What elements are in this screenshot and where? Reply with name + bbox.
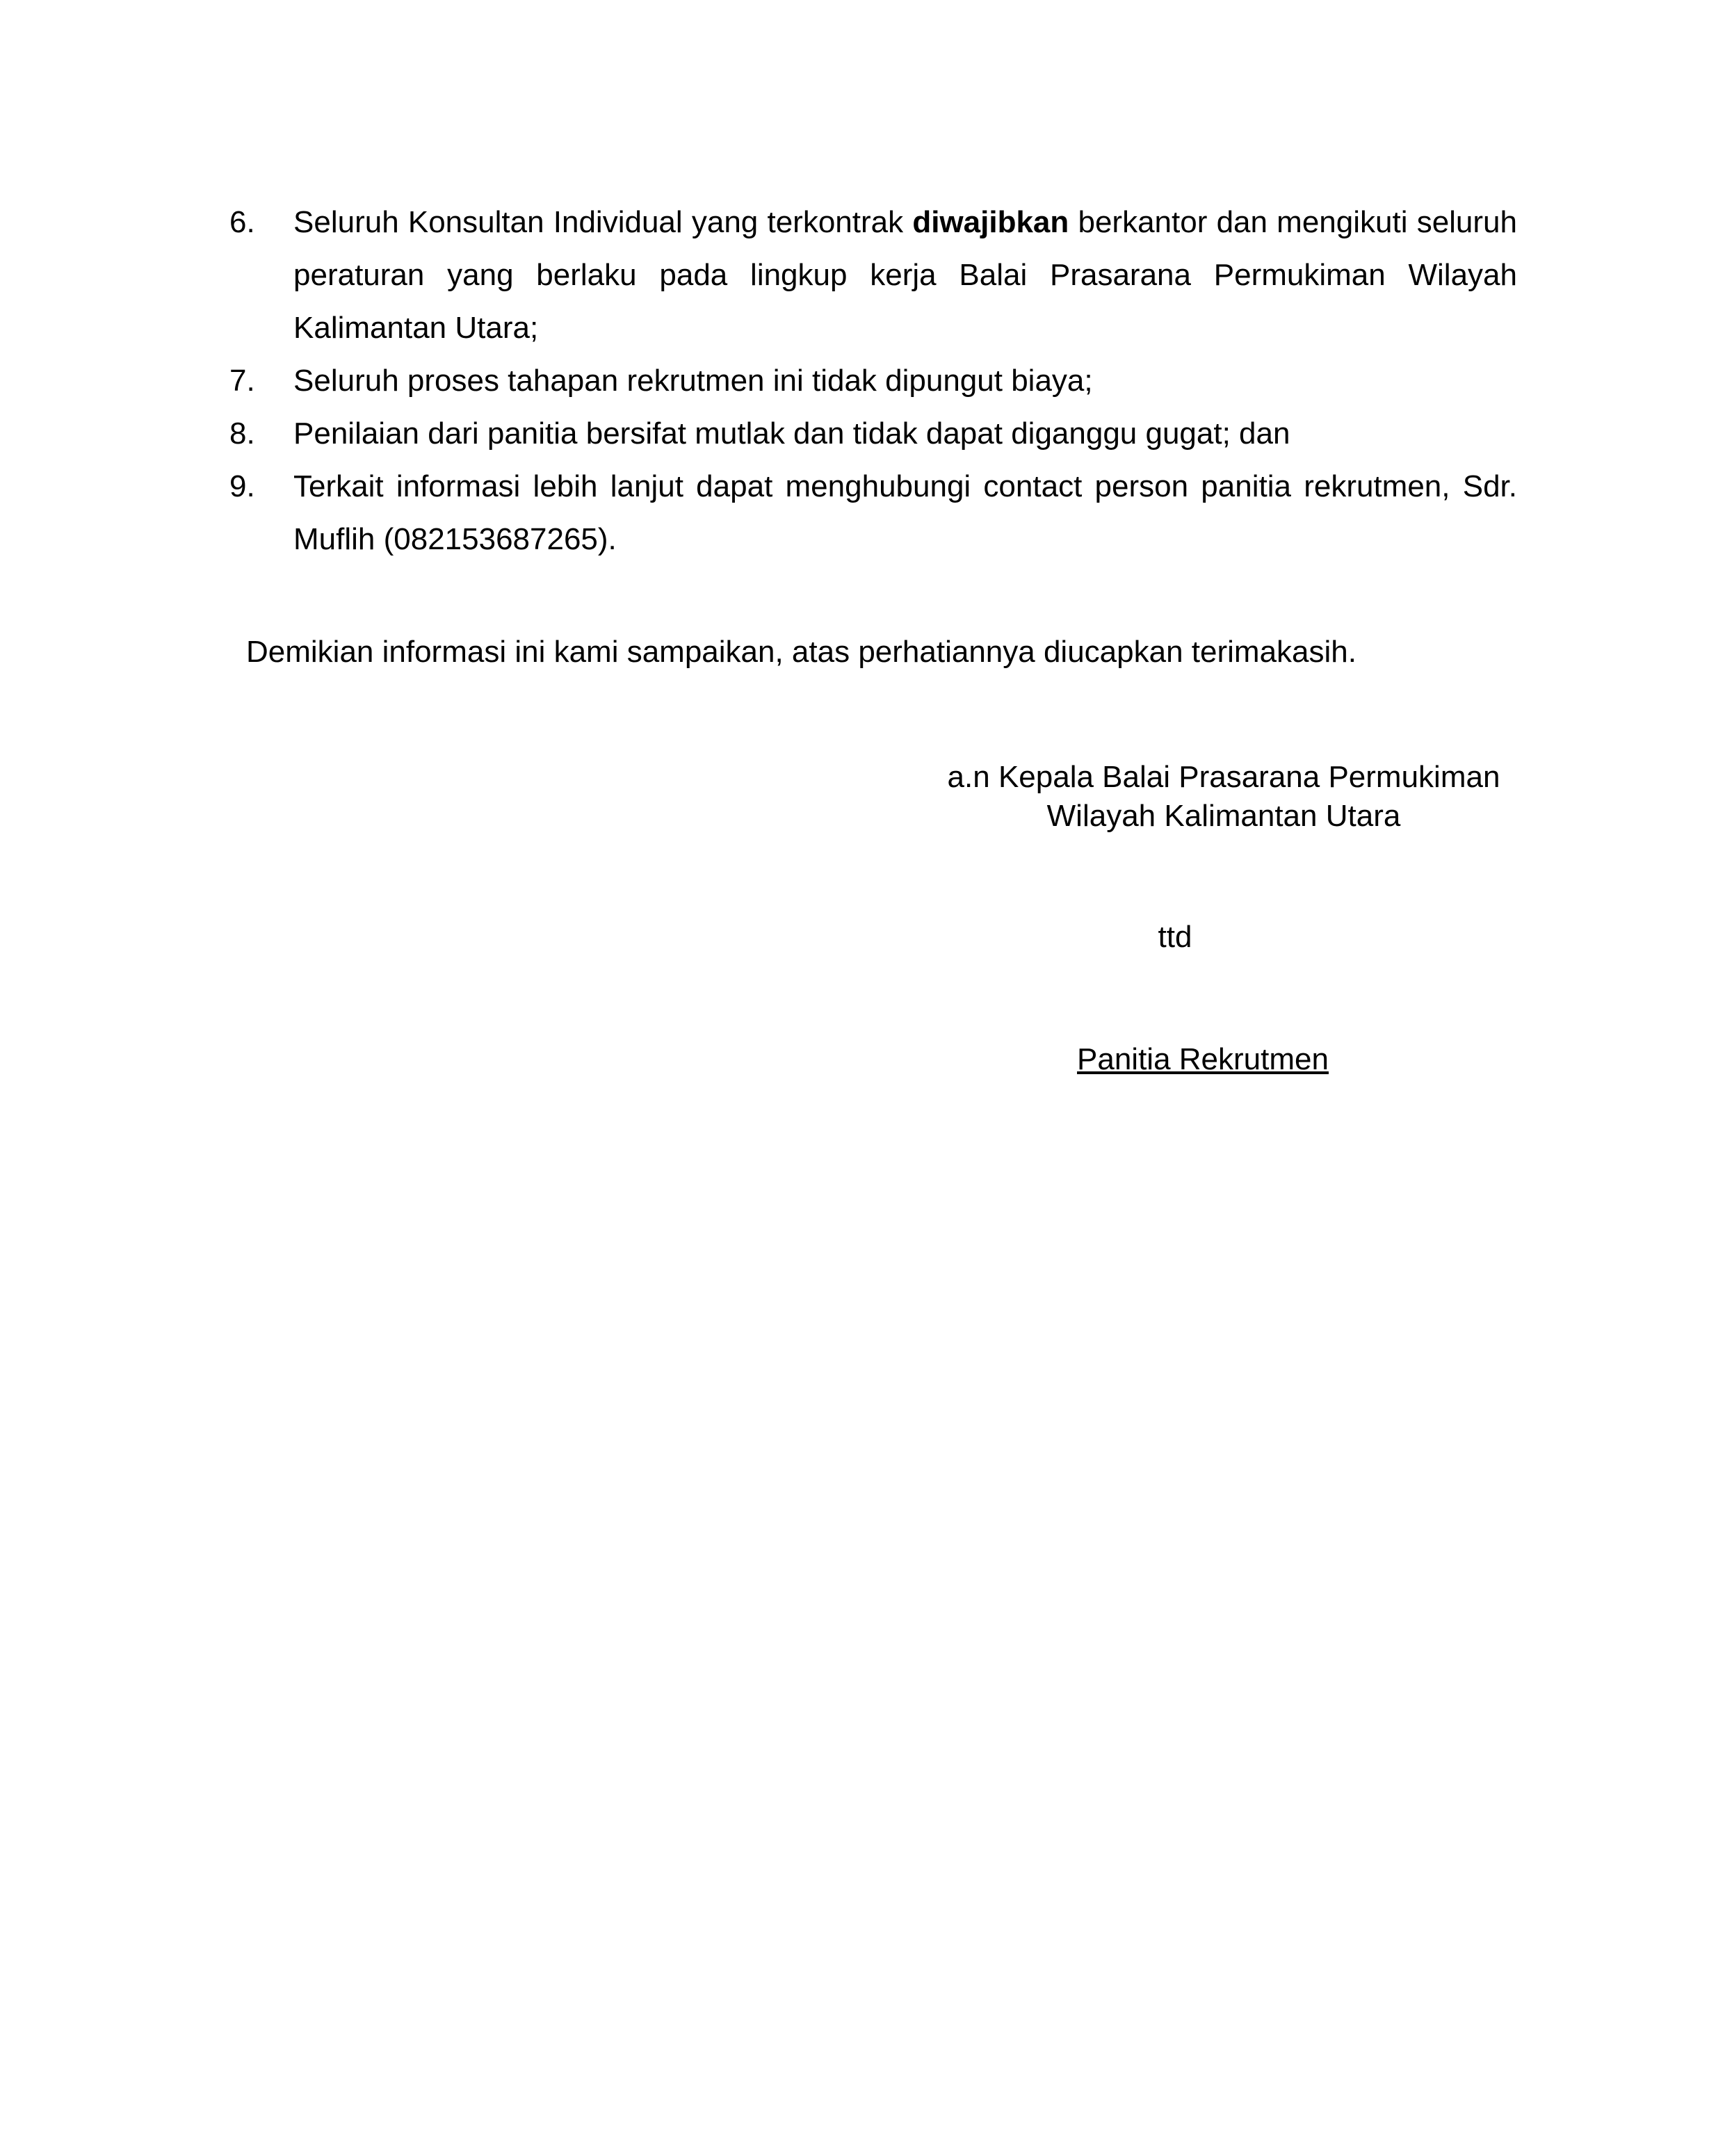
signature-ttd: ttd <box>1158 920 1192 954</box>
list-item-text: Penilaian dari panitia bersifat mutlak dan tidak dapat diganggu gugat; dan <box>293 416 1290 451</box>
signature-title <box>890 758 1557 836</box>
list-item-text: Terkait informasi lebih lanjut dapat menghubungi contact person panitia rekrutmen, Sdr. Muflih (082153687265). <box>293 469 1517 556</box>
list-item <box>229 407 1517 460</box>
list-item-text <box>293 196 1517 355</box>
list-item <box>229 196 1517 355</box>
signature-title-line-2: Wilayah Kalimantan Utara <box>1046 799 1401 833</box>
signature-title-line-1: a.n Kepala Balai Prasarana Permukiman <box>947 760 1500 794</box>
list-item-text: Seluruh proses tahapan rekrutmen ini tidak dipungut biaya; <box>293 364 1093 398</box>
list-item-number: 7. <box>229 364 255 398</box>
list-item-number: 9. <box>229 469 255 503</box>
list-item <box>229 460 1517 566</box>
list-item-number: 6. <box>229 205 255 239</box>
closing-paragraph: Demikian informasi ini kami sampaikan, atas perhatiannya diucapkan terimakasih. <box>246 635 1356 669</box>
list-item-number: 8. <box>229 416 255 451</box>
list-item <box>229 355 1517 407</box>
numbered-list <box>229 196 1517 566</box>
signatory-name: Panitia Rekrutmen <box>1077 1042 1329 1076</box>
list-item-text-part: berkantor dan mengikuti seluruh peraturan yang berlaku pada lingkup kerja Balai Prasarana Permukiman Wilayah Kalimantan Utara; <box>293 205 1517 345</box>
list-item-bold-text: diwajibkan <box>912 205 1069 239</box>
list-item-text-part: Seluruh Konsultan Individual yang terkontrak <box>293 205 913 239</box>
